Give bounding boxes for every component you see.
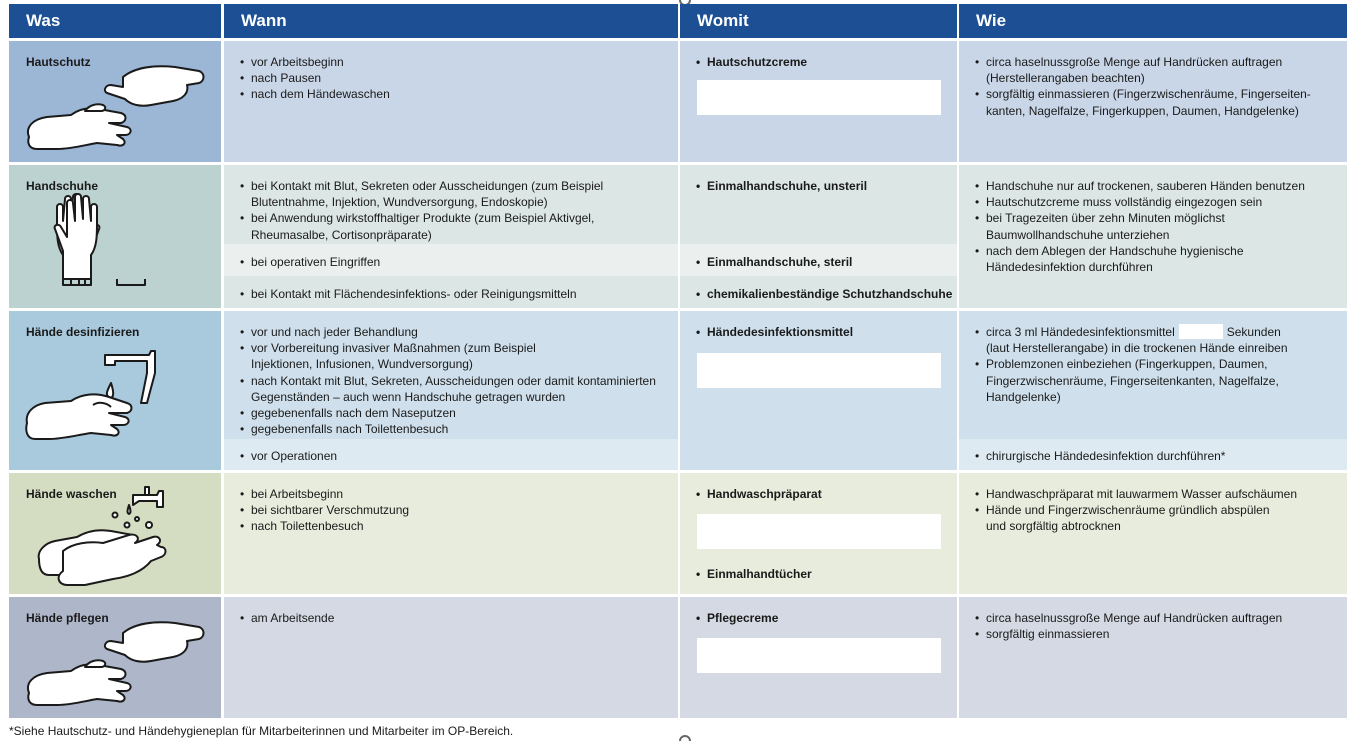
row-handschuhe-was — [9, 165, 221, 308]
row-desinfizieren-wann-a — [224, 311, 678, 439]
row-title: Hautschutz — [26, 55, 91, 69]
list-item: • bei Kontakt mit Blut, Sekreten oder Ausscheidungen (zum Beispiel Blutentnahme, Injektion, Wundversorgung, Endoskopie) — [240, 178, 660, 210]
list-item: • sorgfältig einmassieren (Fingerzwischenräume, Fingerseiten-kanten, Nagelfalze, Fingerkuppen, Daumen, Handgelenke) — [975, 86, 1320, 118]
row-desinfizieren-womit — [680, 311, 957, 470]
list-item: • Einmalhandtücher — [696, 566, 812, 582]
list-item: • chirurgische Händedesinfektion durchführen* — [975, 448, 1225, 464]
list-item: • vor Arbeitsbeginn — [240, 54, 390, 70]
row-handschuhe-wann-c — [224, 276, 678, 308]
gloves-icon — [49, 193, 159, 291]
product-entry-field[interactable] — [697, 638, 941, 673]
row-handschuhe-womit-b — [680, 244, 957, 276]
list-item: • bei sichtbarer Verschmutzung — [240, 502, 409, 518]
list-item: • gegebenenfalls nach Toilettenbesuch — [240, 421, 670, 437]
row-handschuhe-womit-a — [680, 165, 957, 244]
list-item: • nach Pausen — [240, 70, 390, 86]
row-desinfizieren-wie-b — [959, 439, 1347, 470]
row-title: Hände waschen — [26, 487, 117, 501]
footnote: *Siehe Hautschutz- und Händehygieneplan für Mitarbeiterinnen und Mitarbeiter im OP-Bereich. — [9, 724, 514, 738]
row-hautschutz-womit — [680, 41, 957, 162]
wie-text: circa 3 ml Händedesinfektionsmittel — [986, 325, 1175, 339]
list-item: • Hautschutzcreme muss vollständig eingezogen sein — [975, 194, 1320, 210]
seconds-entry-field[interactable] — [1179, 324, 1223, 339]
list-item: • Hände und Fingerzwischenräume gründlich abspülen und sorgfältig abtrocknen — [975, 502, 1275, 534]
list-item: • bei Kontakt mit Flächendesinfektions- oder Reinigungsmitteln — [240, 286, 577, 302]
wie-text: Sekunden — [1226, 325, 1281, 339]
row-pflegen-wann — [224, 597, 678, 718]
list-item: • Händedesinfektionsmittel — [696, 324, 853, 340]
list-item: • circa haselnussgroße Menge auf Handrücken auftragen (Herstellerangaben beachten) — [975, 54, 1320, 86]
row-hautschutz-wie — [959, 41, 1347, 162]
list-item: • bei Tragezeiten über zehn Minuten möglichst Baumwollhandschuhe unterziehen — [975, 210, 1265, 242]
row-pflegen-was — [9, 597, 221, 718]
row-desinfizieren-wie-a — [959, 311, 1347, 439]
handwashing-tap-icon — [33, 481, 173, 591]
list-item: • vor Vorbereitung invasiver Maßnahmen (zum Beispiel Injektionen, Infusionen, Wundversorgung) — [240, 340, 570, 372]
row-handschuhe-wie — [959, 165, 1347, 308]
list-item — [975, 324, 1315, 356]
row-waschen-wie — [959, 473, 1347, 594]
row-waschen-wann — [224, 473, 678, 594]
wie-text: (laut Herstellerangabe) in die trockenen Hände einreiben — [986, 341, 1288, 356]
list-item: • am Arbeitsende — [240, 610, 334, 626]
list-item: • Problemzonen einbeziehen (Fingerkuppen, Daumen, Fingerzwischenräume, Fingerseitenkanten, Nagelfalze, Handgelenke) — [975, 356, 1285, 405]
list-item: • Einmalhandschuhe, steril — [696, 254, 852, 270]
row-hautschutz-was — [9, 41, 221, 162]
header-wie: Wie — [959, 4, 1347, 38]
hand-cream-icon — [23, 63, 209, 155]
bottom-marker-dot — [679, 735, 691, 741]
list-item: • sorgfältig einmassieren — [975, 626, 1320, 642]
product-entry-field[interactable] — [697, 80, 941, 115]
row-hautschutz-wann — [224, 41, 678, 162]
list-item: • nach Kontakt mit Blut, Sekreten, Ausscheidungen oder damit kontaminierten Gegenständen – auch wenn Handschuhe getragen wurden — [240, 373, 670, 405]
row-desinfizieren-was — [9, 311, 221, 470]
product-entry-field[interactable] — [697, 353, 941, 388]
row-pflegen-wie — [959, 597, 1347, 718]
row-title: Handschuhe — [26, 179, 99, 193]
list-item: • nach dem Händewaschen — [240, 86, 390, 102]
row-handschuhe-wann-b — [224, 244, 678, 276]
row-pflegen-womit — [680, 597, 957, 718]
list-item: • bei Anwendung wirkstoffhaltiger Produkte (zum Beispiel Aktivgel, Rheumasalbe, Cortisonpräparate) — [240, 210, 660, 242]
hand-care-icon — [23, 619, 209, 711]
list-item: • circa haselnussgroße Menge auf Handrücken auftragen — [975, 610, 1320, 626]
row-title: Hände desinfizieren — [26, 325, 140, 339]
list-item: • gegebenenfalls nach dem Naseputzen — [240, 405, 670, 421]
list-item: • vor Operationen — [240, 448, 337, 464]
list-item: • Handschuhe nur auf trockenen, sauberen Händen benutzen — [975, 178, 1320, 194]
list-item: • Handwaschpräparat — [696, 486, 822, 502]
row-desinfizieren-wann-b — [224, 439, 678, 470]
row-title: Hände pflegen — [26, 611, 109, 625]
list-item: • nach Toilettenbesuch — [240, 518, 409, 534]
list-item: • nach dem Ablegen der Handschuhe hygienische Händedesinfektion durchführen — [975, 243, 1265, 275]
row-handschuhe-womit-c — [680, 276, 957, 308]
row-waschen-was — [9, 473, 221, 594]
header-wann: Wann — [224, 4, 678, 38]
list-item: • Pflegecreme — [696, 610, 778, 626]
list-item: • vor und nach jeder Behandlung — [240, 324, 670, 340]
header-womit: Womit — [680, 4, 957, 38]
product-entry-field[interactable] — [697, 514, 941, 549]
list-item: • bei operativen Eingriffen — [240, 254, 380, 270]
row-handschuhe-wann-a — [224, 165, 678, 244]
header-was: Was — [9, 4, 221, 38]
list-item: • chemikalienbeständige Schutzhandschuhe — [696, 286, 952, 302]
list-item: • Hautschutzcreme — [696, 54, 807, 70]
disinfectant-dispenser-icon — [23, 343, 173, 443]
list-item: • bei Arbeitsbeginn — [240, 486, 409, 502]
list-item: • Handwaschpräparat mit lauwarmem Wasser aufschäumen — [975, 486, 1320, 502]
list-item: • Einmalhandschuhe, unsteril — [696, 178, 867, 194]
row-waschen-womit — [680, 473, 957, 594]
